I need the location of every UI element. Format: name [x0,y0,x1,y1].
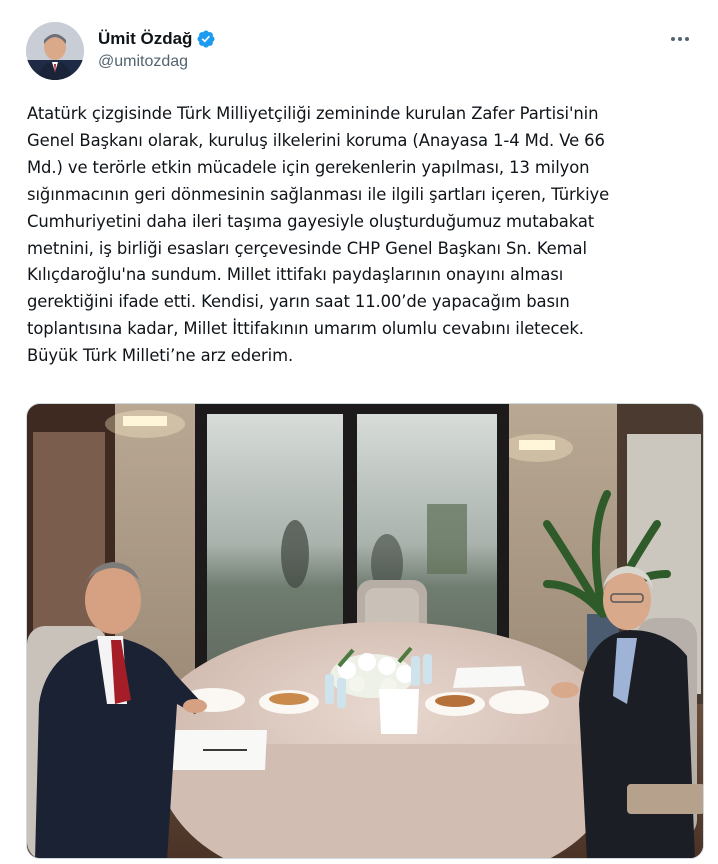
tweet-photo[interactable] [26,403,704,859]
author-display-name[interactable]: Ümit Özdağ [98,29,193,48]
more-horizontal-icon [670,36,690,42]
tweet-header [26,22,698,82]
author-names [98,28,216,71]
author-avatar[interactable] [26,22,84,80]
display-name-row [98,28,216,50]
verified-badge-icon[interactable] [196,29,216,49]
tweet-text: Atatürk çizgisinde Türk Milliyetçiliği zemininde kurulan Zafer Partisi'nin Genel Başkanı olarak, kuruluş ilkelerini koruma (Anayasa 1-4 Md. Ve 66 Md.) ve terörle etkin mücadele için gerekenlerin yapılması, 13 milyon sığınmacının geri dönmesinin sağlanması ile ilgili şartları içeren, Türkiye Cumhuriyetini daha ileri taşıma gayesiyle oluşturduğumuz mutabakat metnini, iş birliği esasları çerçevesinde CHP Genel Başkanı Sn. Kemal Kılıçdaroğlu'na sundum. Millet ittifakı paydaşlarının onayını alması gerektiğini ifade etti. Kendisi, yarın saat 11.00’de yapacağım basın toplantısına kadar, Millet İttifakının umarım olumlu cevabını iletecek. Büyük Türk Milleti’ne arz ederim. [27,104,610,366]
author-handle[interactable]: @umitozdag [98,53,189,70]
more-options-button[interactable] [666,28,694,50]
